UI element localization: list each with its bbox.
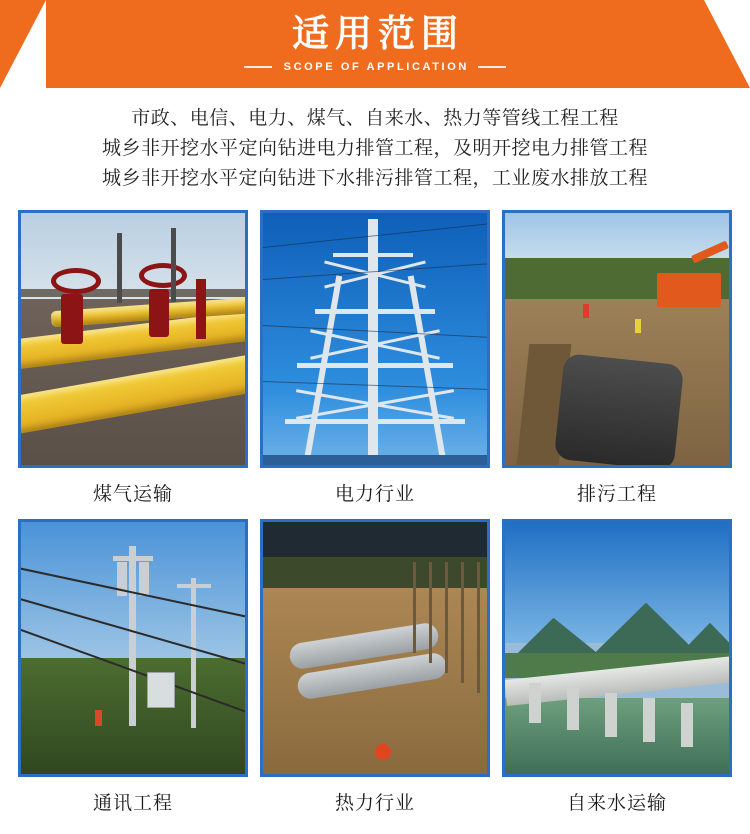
valve-body-1 (61, 294, 83, 344)
sewage-pipe (554, 353, 684, 468)
image-water-dam (502, 519, 732, 777)
intro-line-2: 城乡非开挖水平定向钻进电力排管工程，及明开挖电力排管工程 (101, 138, 648, 159)
dam-pier-2 (567, 688, 579, 730)
gallery-caption: 自来水运输 (566, 793, 667, 814)
dam-pier-5 (681, 703, 693, 747)
horizon-strip (21, 289, 245, 297)
header-subtitle: SCOPE OF APPLICATION (283, 60, 469, 73)
image-transmission-pylon (260, 210, 490, 468)
secondary-pole (191, 578, 196, 728)
pylon-crossarm-top (333, 253, 413, 257)
gallery-caption: 排污工程 (576, 484, 657, 505)
left-rule (244, 66, 272, 68)
antenna-crossbar (113, 556, 153, 561)
header-content (0, 0, 750, 88)
image-sewage-trench (502, 210, 732, 468)
right-rule (478, 66, 506, 68)
worker-2 (635, 319, 641, 333)
shoring-post-5 (477, 562, 480, 693)
dam-pier-4 (643, 698, 655, 742)
vegetation-strip (263, 557, 487, 587)
vertical-post-1 (117, 233, 122, 303)
gallery-item (18, 210, 248, 515)
excavator-body (657, 273, 721, 307)
gallery-item (502, 519, 732, 824)
gallery-caption: 电力行业 (334, 484, 415, 505)
valve-body-3 (196, 279, 206, 339)
dam-pier-3 (605, 693, 617, 737)
gallery-item (502, 210, 732, 515)
shoring-post-2 (429, 562, 432, 663)
marker-cone (375, 744, 391, 760)
intro-line-3: 城乡非开挖水平定向钻进下水排污排管工程，工业废水排放工程 (101, 168, 648, 189)
application-gallery (0, 210, 750, 824)
ground-strip (263, 455, 487, 465)
secondary-crossarm (177, 584, 211, 588)
dam-pier-1 (529, 683, 541, 723)
tunnel-shadow (263, 522, 487, 557)
shoring-post-3 (445, 562, 448, 673)
intro-paragraph (0, 88, 750, 204)
gallery-item (18, 519, 248, 824)
pylon-crossarm-1 (315, 309, 435, 314)
gallery-caption: 煤气运输 (92, 484, 173, 505)
gallery-item (260, 519, 490, 824)
header-subtitle-row (244, 61, 506, 73)
antenna-mast (129, 546, 136, 726)
gallery-item (260, 210, 490, 515)
sky-layer (505, 522, 729, 643)
pylon-crossarm-2 (297, 363, 453, 368)
pylon-crossarm-3 (285, 419, 465, 424)
gallery-caption: 通讯工程 (92, 793, 173, 814)
vertical-post-2 (171, 228, 176, 302)
shoring-post-1 (413, 562, 416, 653)
page-title: 适用范围 (292, 13, 464, 55)
image-telecom-tower (18, 519, 248, 777)
shoring-post-4 (461, 562, 464, 683)
header-banner (0, 0, 750, 88)
worker-1 (583, 304, 589, 318)
gallery-caption: 热力行业 (334, 793, 415, 814)
equipment-cabinet (147, 672, 175, 708)
image-heating-trench (260, 519, 490, 777)
panel-antenna-right (139, 562, 149, 596)
valve-body-2 (149, 289, 169, 337)
person-figure (95, 710, 102, 726)
image-gas-pipes (18, 210, 248, 468)
intro-line-1: 市政、电信、电力、煤气、自来水、热力等管线工程工程 (131, 108, 619, 129)
